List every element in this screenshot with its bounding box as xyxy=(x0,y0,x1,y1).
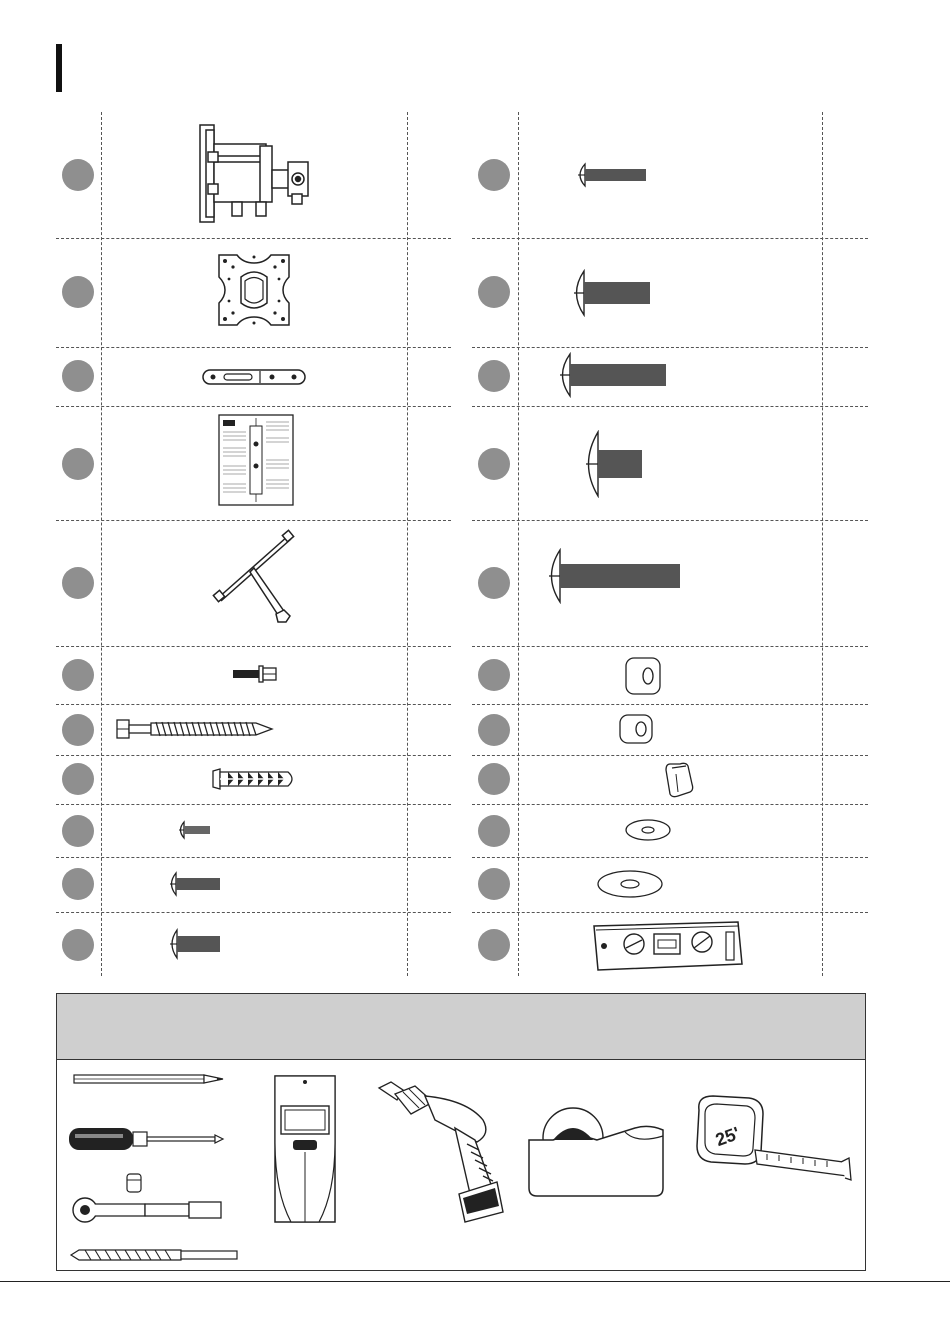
row-divider xyxy=(56,755,451,756)
footer-rule xyxy=(0,1281,950,1282)
screw-m8-short-icon xyxy=(578,430,644,498)
row-divider xyxy=(56,646,451,647)
part-badge xyxy=(62,659,94,691)
row-divider xyxy=(472,406,868,407)
row-divider xyxy=(56,238,451,239)
row-divider xyxy=(56,704,451,705)
row-divider xyxy=(56,520,451,521)
part-badge xyxy=(62,815,94,847)
screwdriver-icon xyxy=(67,1124,227,1154)
part-badge xyxy=(478,868,510,900)
column-divider xyxy=(101,112,102,976)
row-divider xyxy=(472,755,868,756)
row-divider xyxy=(472,520,868,521)
part-badge xyxy=(478,567,510,599)
row-divider xyxy=(56,804,451,805)
tools-needed-box xyxy=(56,993,866,1271)
wall-anchor-icon xyxy=(210,767,298,791)
spacer-large-icon xyxy=(624,654,662,698)
part-badge xyxy=(478,929,510,961)
part-badge xyxy=(478,714,510,746)
drill-bit-icon xyxy=(69,1248,239,1262)
title-accent-bar xyxy=(56,44,62,92)
row-divider xyxy=(56,857,451,858)
part-badge xyxy=(62,159,94,191)
socket-wrench-icon xyxy=(67,1172,227,1228)
part-badge xyxy=(62,763,94,795)
medium-screw-wide-icon xyxy=(166,928,222,960)
part-badge xyxy=(62,714,94,746)
bubble-level-icon xyxy=(588,916,746,974)
row-divider xyxy=(472,347,868,348)
row-divider xyxy=(472,857,868,858)
screw-m8-long-icon xyxy=(542,548,682,604)
hex-key-wrench-icon xyxy=(210,528,296,624)
power-drill-icon xyxy=(375,1080,505,1224)
part-badge xyxy=(62,360,94,392)
safety-bar-icon xyxy=(202,368,306,386)
spacer-small-icon xyxy=(618,712,654,746)
screw-m6-icon xyxy=(568,269,652,317)
part-badge xyxy=(62,929,94,961)
row-divider xyxy=(472,912,868,913)
washer-small-icon xyxy=(624,818,672,842)
part-badge xyxy=(478,360,510,392)
row-divider xyxy=(56,406,451,407)
row-divider xyxy=(472,646,868,647)
tv-bracket-plate-icon xyxy=(213,249,295,331)
screw-m6-long-icon xyxy=(554,352,668,398)
row-divider xyxy=(472,704,868,705)
cable-clip-icon xyxy=(662,760,696,800)
screw-m4-short-icon xyxy=(574,162,648,188)
part-badge xyxy=(478,659,510,691)
hex-flange-bolt-icon xyxy=(232,664,278,684)
part-badge xyxy=(478,763,510,795)
row-divider xyxy=(56,347,451,348)
part-badge xyxy=(62,276,94,308)
tools-header xyxy=(57,994,865,1060)
lag-bolt-icon xyxy=(116,718,274,740)
small-screw-icon xyxy=(176,820,212,840)
row-divider xyxy=(56,912,451,913)
part-badge xyxy=(62,567,94,599)
washer-large-icon xyxy=(596,868,664,900)
row-divider xyxy=(472,238,868,239)
tape-measure-label: 25' xyxy=(712,1123,743,1151)
tape-dispenser-icon xyxy=(525,1102,671,1200)
column-divider xyxy=(822,112,823,976)
stud-finder-icon xyxy=(269,1072,341,1226)
tape-measure-icon xyxy=(691,1090,853,1198)
medium-screw-icon xyxy=(166,871,222,897)
part-badge xyxy=(478,159,510,191)
column-divider xyxy=(407,112,408,976)
part-badge xyxy=(478,448,510,480)
row-divider xyxy=(472,804,868,805)
wall-plate-arm-assembly-icon xyxy=(192,122,322,226)
part-badge xyxy=(478,276,510,308)
wall-template-sheet-icon xyxy=(218,414,294,506)
part-badge xyxy=(62,448,94,480)
pencil-icon xyxy=(73,1072,231,1086)
column-divider xyxy=(518,112,519,976)
part-badge xyxy=(478,815,510,847)
part-badge xyxy=(62,868,94,900)
